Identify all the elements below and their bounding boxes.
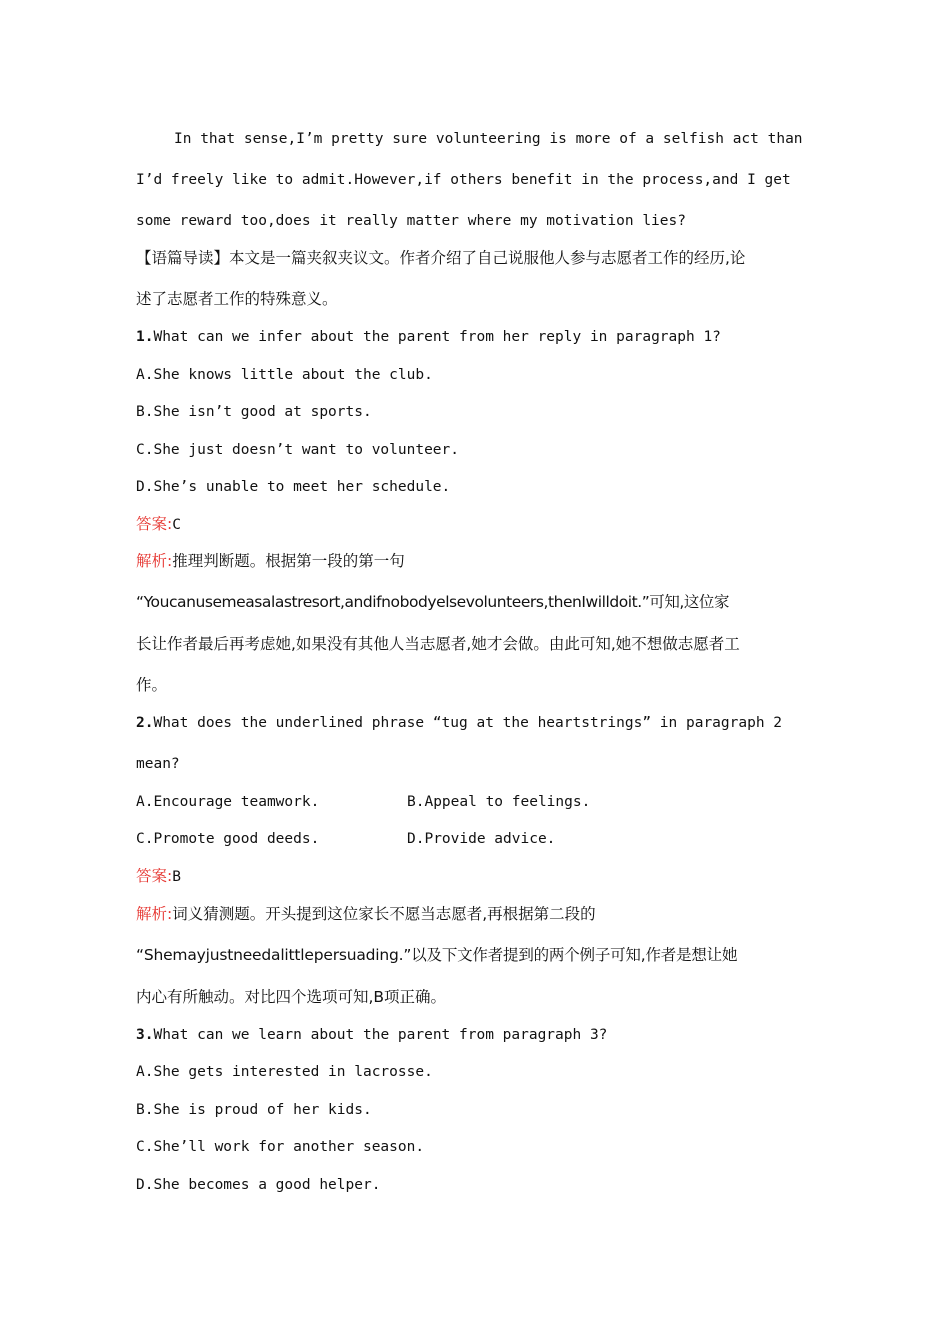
question-stem: What does the underlined phrase “tug at the heartstrings” in paragraph 2 [153, 715, 783, 731]
question-stem: What can we infer about the parent from her reply in paragraph 1? [153, 329, 721, 345]
analysis-text: 推理判断题。根据第一段的第一句 [172, 552, 405, 570]
q2-option-d: D.Provide advice. [407, 831, 556, 847]
q2-analysis-line-2: “Shemayjustneedalittlepersuading.”以及下文作者提到的两个例子可知,作者是想让她 [136, 946, 738, 964]
analysis-text: 词义猜测题。开头提到这位家长不愿当志愿者,再根据第二段的 [172, 905, 596, 923]
q1-analysis-line-2: “Youcanusemeasalastresort,andifnobodyelsevolunteers,thenIwilldoit.”可知,这位家 [136, 593, 730, 611]
answer-value: C [172, 517, 181, 533]
q2-answer [136, 866, 181, 887]
q1-answer [136, 514, 181, 535]
analysis-label: 解析: [136, 905, 173, 923]
q3-option-c: C.She’ll work for another season. [136, 1139, 425, 1155]
question-stem: What can we learn about the parent from paragraph 3? [153, 1027, 608, 1043]
q1-analysis-line-1 [136, 551, 405, 571]
passage-line-1: In that sense,I’m pretty sure volunteering is more of a selfish act than [174, 131, 803, 147]
q1-option-a: A.She knows little about the club. [136, 367, 433, 383]
q1-analysis-line-3: 长让作者最后再考虑她,如果没有其他人当志愿者,她才会做。由此可知,她不想做志愿者工 [136, 635, 740, 653]
q1-option-c: C.She just doesn’t want to volunteer. [136, 442, 460, 458]
question-2 [136, 713, 782, 733]
q2-option-a: A.Encourage teamwork. [136, 794, 320, 810]
answer-label: 答案: [136, 515, 173, 533]
q3-option-d: D.She becomes a good helper. [136, 1177, 381, 1193]
question-3 [136, 1025, 607, 1045]
q2-option-c: C.Promote good deeds. [136, 831, 320, 847]
q2-analysis-line-1 [136, 904, 596, 924]
q1-analysis-line-4: 作。 [136, 676, 168, 694]
answer-value: B [172, 869, 181, 885]
q2-stem-line-2: mean? [136, 756, 180, 772]
q2-options-row-1 [136, 792, 812, 812]
q2-analysis-line-3: 内心有所触动。对比四个选项可知,B项正确。 [136, 988, 447, 1006]
question-number: 3. [136, 1027, 154, 1043]
q2-options-row-2 [136, 829, 812, 849]
passage-line-3: some reward too,does it really matter where my motivation lies? [136, 213, 686, 229]
passage-line-2: I’d freely like to admit.However,if others benefit in the process,and I get [136, 172, 791, 188]
question-number: 2. [136, 715, 154, 731]
q3-option-a: A.She gets interested in lacrosse. [136, 1064, 433, 1080]
q1-option-b: B.She isn’t good at sports. [136, 404, 372, 420]
q3-option-b: B.She is proud of her kids. [136, 1102, 372, 1118]
reading-guide-line-1: 【语篇导读】本文是一篇夹叙夹议文。作者介绍了自己说服他人参与志愿者工作的经历,论 [136, 249, 746, 267]
q2-option-b: B.Appeal to feelings. [407, 794, 591, 810]
analysis-label: 解析: [136, 552, 173, 570]
question-1 [136, 327, 721, 347]
question-number: 1. [136, 329, 154, 345]
answer-label: 答案: [136, 867, 173, 885]
reading-guide-line-2: 述了志愿者工作的特殊意义。 [136, 290, 338, 308]
q1-option-d: D.She’s unable to meet her schedule. [136, 479, 451, 495]
